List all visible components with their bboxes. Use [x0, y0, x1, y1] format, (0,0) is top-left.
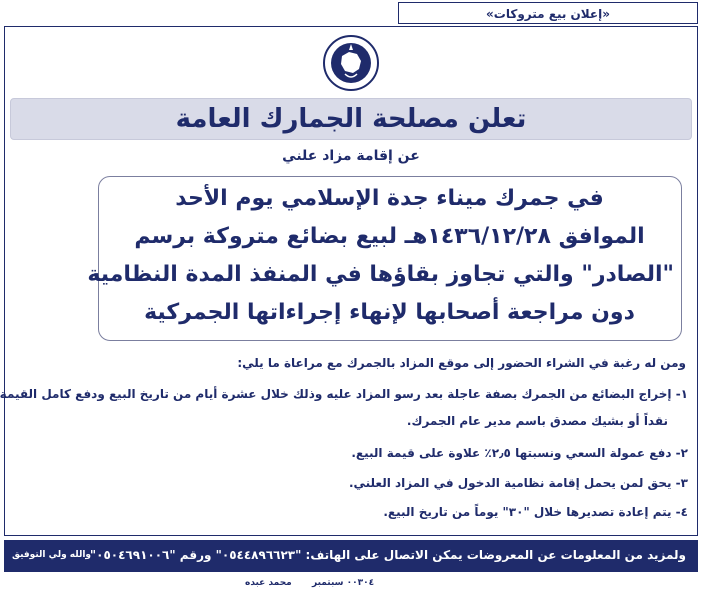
notice-line: الموافق ١٤٣٦/١٢/٢٨هـ لبيع بضائع متروكة برسم — [134, 224, 645, 249]
condition-item: ٢- دفع عمولة السعي ونسبتها ٢٫٥٪ علاوة على قيمة البيع. — [351, 446, 688, 460]
page-title: تعلن مصلحة الجمارك العامة — [175, 104, 527, 134]
condition-item: نقداً أو بشيك مصدق باسم مدير عام الجمرك. — [406, 414, 668, 428]
contact-bar — [4, 540, 698, 572]
condition-item: ١- إخراج البضائع من الجمرك بصفة عاجلة بعد رسو المزاد عليه وذلك خلال عشرة أيام من تاريخ البيع ودفع كامل القيمة — [0, 387, 688, 401]
condition-item: ٤- يتم إعادة تصديرها خلال "٣٠" يوماً من تاريخ البيع. — [383, 505, 688, 519]
notice-line: "الصادر" والتي تجاوز بقاؤها في المنفذ المدة النظامية — [87, 262, 674, 287]
notice-type-tag: «إعلان بيع متروكات» — [398, 2, 698, 24]
condition-item: ٣- يحق لمن يحمل إقامة نظامية الدخول في المزاد العلني. — [348, 476, 688, 490]
contact-text: ولمزيد من المعلومات عن المعروضات يمكن الاتصال على الهاتف: "٠٥٤٤٨٩٦٦٢٣" ورقم "٠٥٠٤٦٩١٠٠٦" — [89, 548, 686, 562]
conditions-intro: ومن له رغبة في الشراء الحضور إلى موقع المزاد بالجمرك مع مراعاة ما يلي: — [237, 356, 686, 370]
footer-code: ٠٠٣٠٤ سبتمبر — [312, 578, 375, 588]
footer-name: محمد عبده — [245, 578, 292, 588]
notice-line: في جمرك ميناء جدة الإسلامي يوم الأحد — [175, 186, 604, 211]
notice-line: دون مراجعة أصحابها لإنهاء إجراءاتها الجمركية — [144, 300, 635, 325]
saudi-customs-logo — [312, 34, 390, 92]
closing-text: والله ولي التوفيق — [12, 550, 91, 560]
page-subtitle: عن إقامة مزاد علني — [282, 148, 420, 164]
